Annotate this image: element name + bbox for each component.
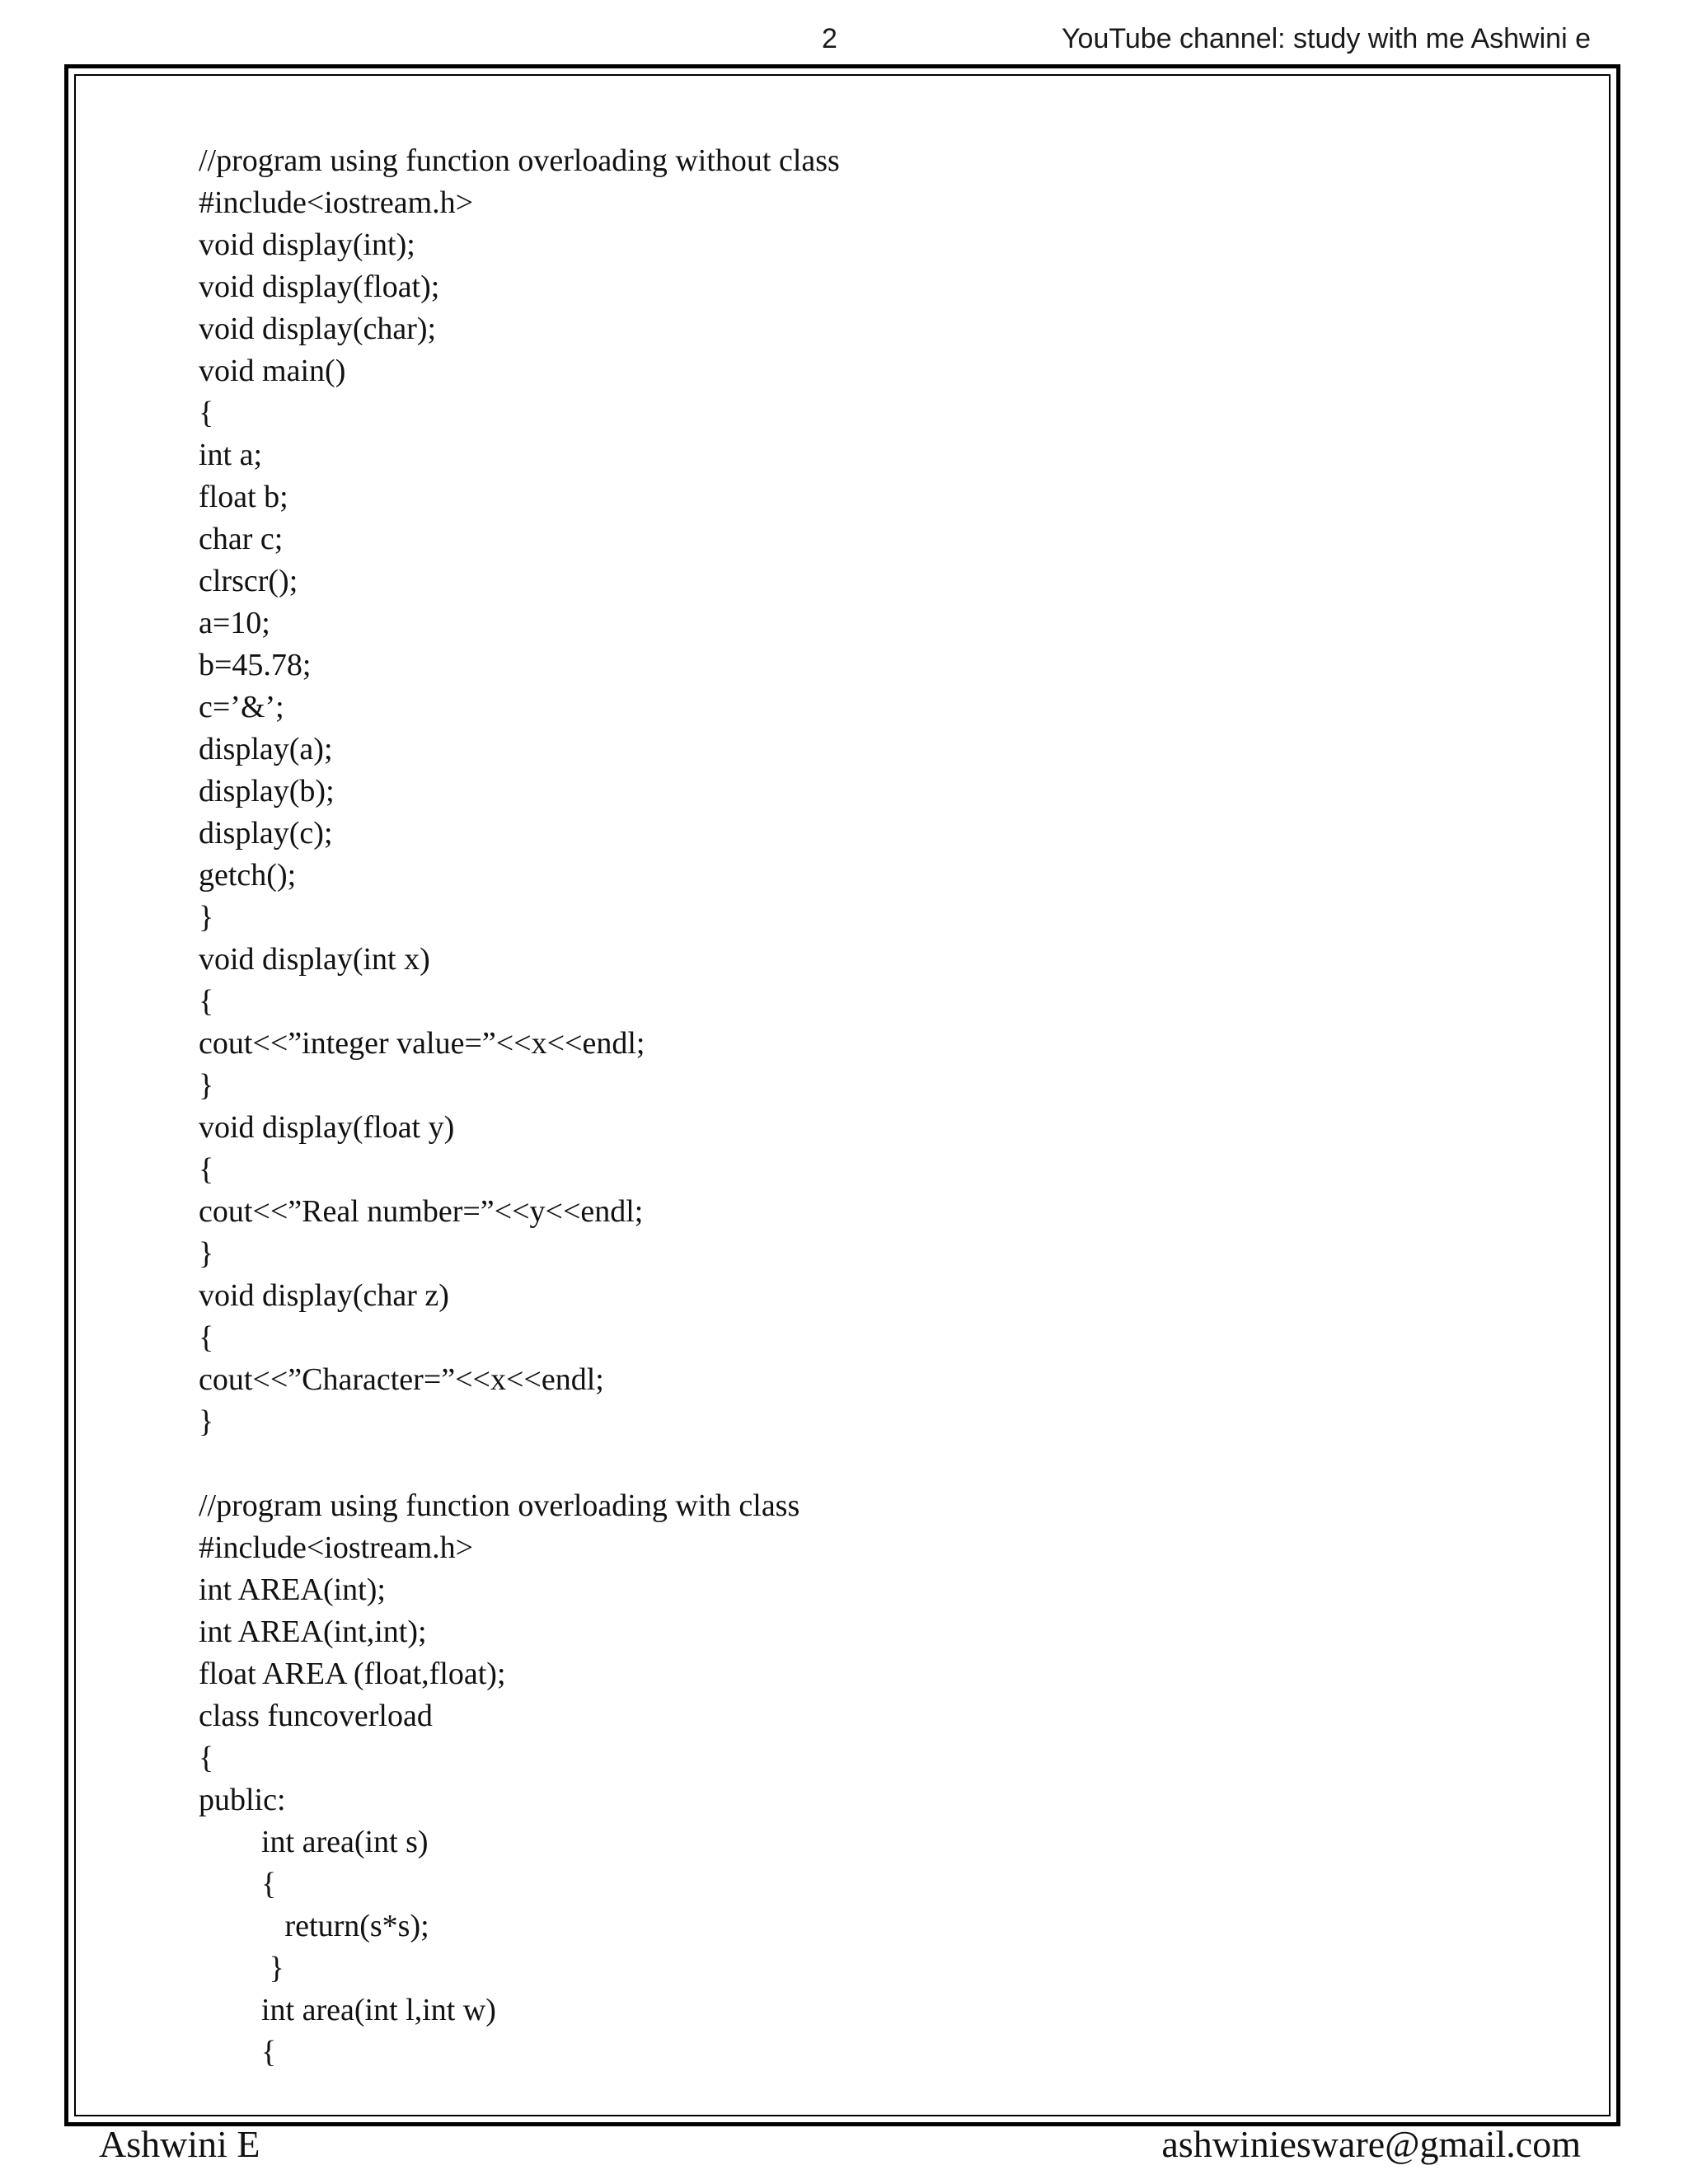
code-line: } <box>199 1236 214 1271</box>
code-line: //program using function overloading with class <box>199 1488 800 1523</box>
footer-author: Ashwini E <box>99 2123 260 2165</box>
code-line: //program using function overloading without class <box>199 143 840 178</box>
code-line: } <box>199 900 214 935</box>
code-line: public: <box>199 1783 286 1817</box>
code-line: } <box>199 1068 214 1103</box>
code-line: float AREA (float,float); <box>199 1657 506 1691</box>
code-line: { <box>199 1741 214 1775</box>
code-line: int AREA(int); <box>199 1572 386 1607</box>
code-line: void main() <box>199 354 346 388</box>
code-line: } <box>199 1404 214 1439</box>
page-number: 2 <box>822 23 837 54</box>
code-line: int area(int s) <box>199 1825 429 1859</box>
code-line: #include<iostream.h> <box>199 185 474 220</box>
code-line: void display(float y) <box>199 1110 455 1145</box>
header-channel-text: YouTube channel: study with me Ashwini e <box>1062 23 1591 54</box>
code-line: char c; <box>199 522 284 556</box>
code-line <box>199 1443 1550 1485</box>
code-line: int area(int l,int w) <box>199 1993 496 2027</box>
code-line: class funcoverload <box>199 1699 433 1733</box>
code-line: display(a); <box>199 732 333 766</box>
code-line: { <box>199 396 214 430</box>
code-line: cout<<”integer value=”<<x<<endl; <box>199 1026 645 1061</box>
code-line: display(b); <box>199 774 335 808</box>
code-line: void display(char); <box>199 312 437 346</box>
code-line: cout<<”Real number=”<<y<<endl; <box>199 1194 644 1229</box>
code-line: clrscr(); <box>199 564 298 598</box>
code-line: void display(int); <box>199 227 415 262</box>
code-line: a=10; <box>199 606 270 640</box>
code-line: { <box>199 1152 214 1187</box>
footer-email: ashwiniesware@gmail.com <box>1161 2123 1581 2165</box>
code-line: { <box>199 2035 277 2069</box>
code-line: return(s*s); <box>199 1909 429 1943</box>
code-line: void display(char z) <box>199 1278 449 1313</box>
code-line: b=45.78; <box>199 648 312 682</box>
code-line: { <box>199 1320 214 1355</box>
code-line: void display(float); <box>199 269 440 304</box>
code-line: { <box>199 1867 277 1901</box>
code-line: } <box>199 1951 284 1985</box>
code-line: float b; <box>199 480 288 514</box>
code-line: int a; <box>199 438 263 472</box>
code-line: getch(); <box>199 858 297 893</box>
code-line: display(c); <box>199 816 333 851</box>
code-line: void display(int x) <box>199 942 430 977</box>
code-line: { <box>199 984 214 1019</box>
code-line: int AREA(int,int); <box>199 1615 427 1649</box>
code-line: #include<iostream.h> <box>199 1530 474 1565</box>
code-line: c=’&’; <box>199 690 284 724</box>
code-line: cout<<”Character=”<<x<<endl; <box>199 1362 604 1397</box>
code-listing <box>199 140 1550 2074</box>
